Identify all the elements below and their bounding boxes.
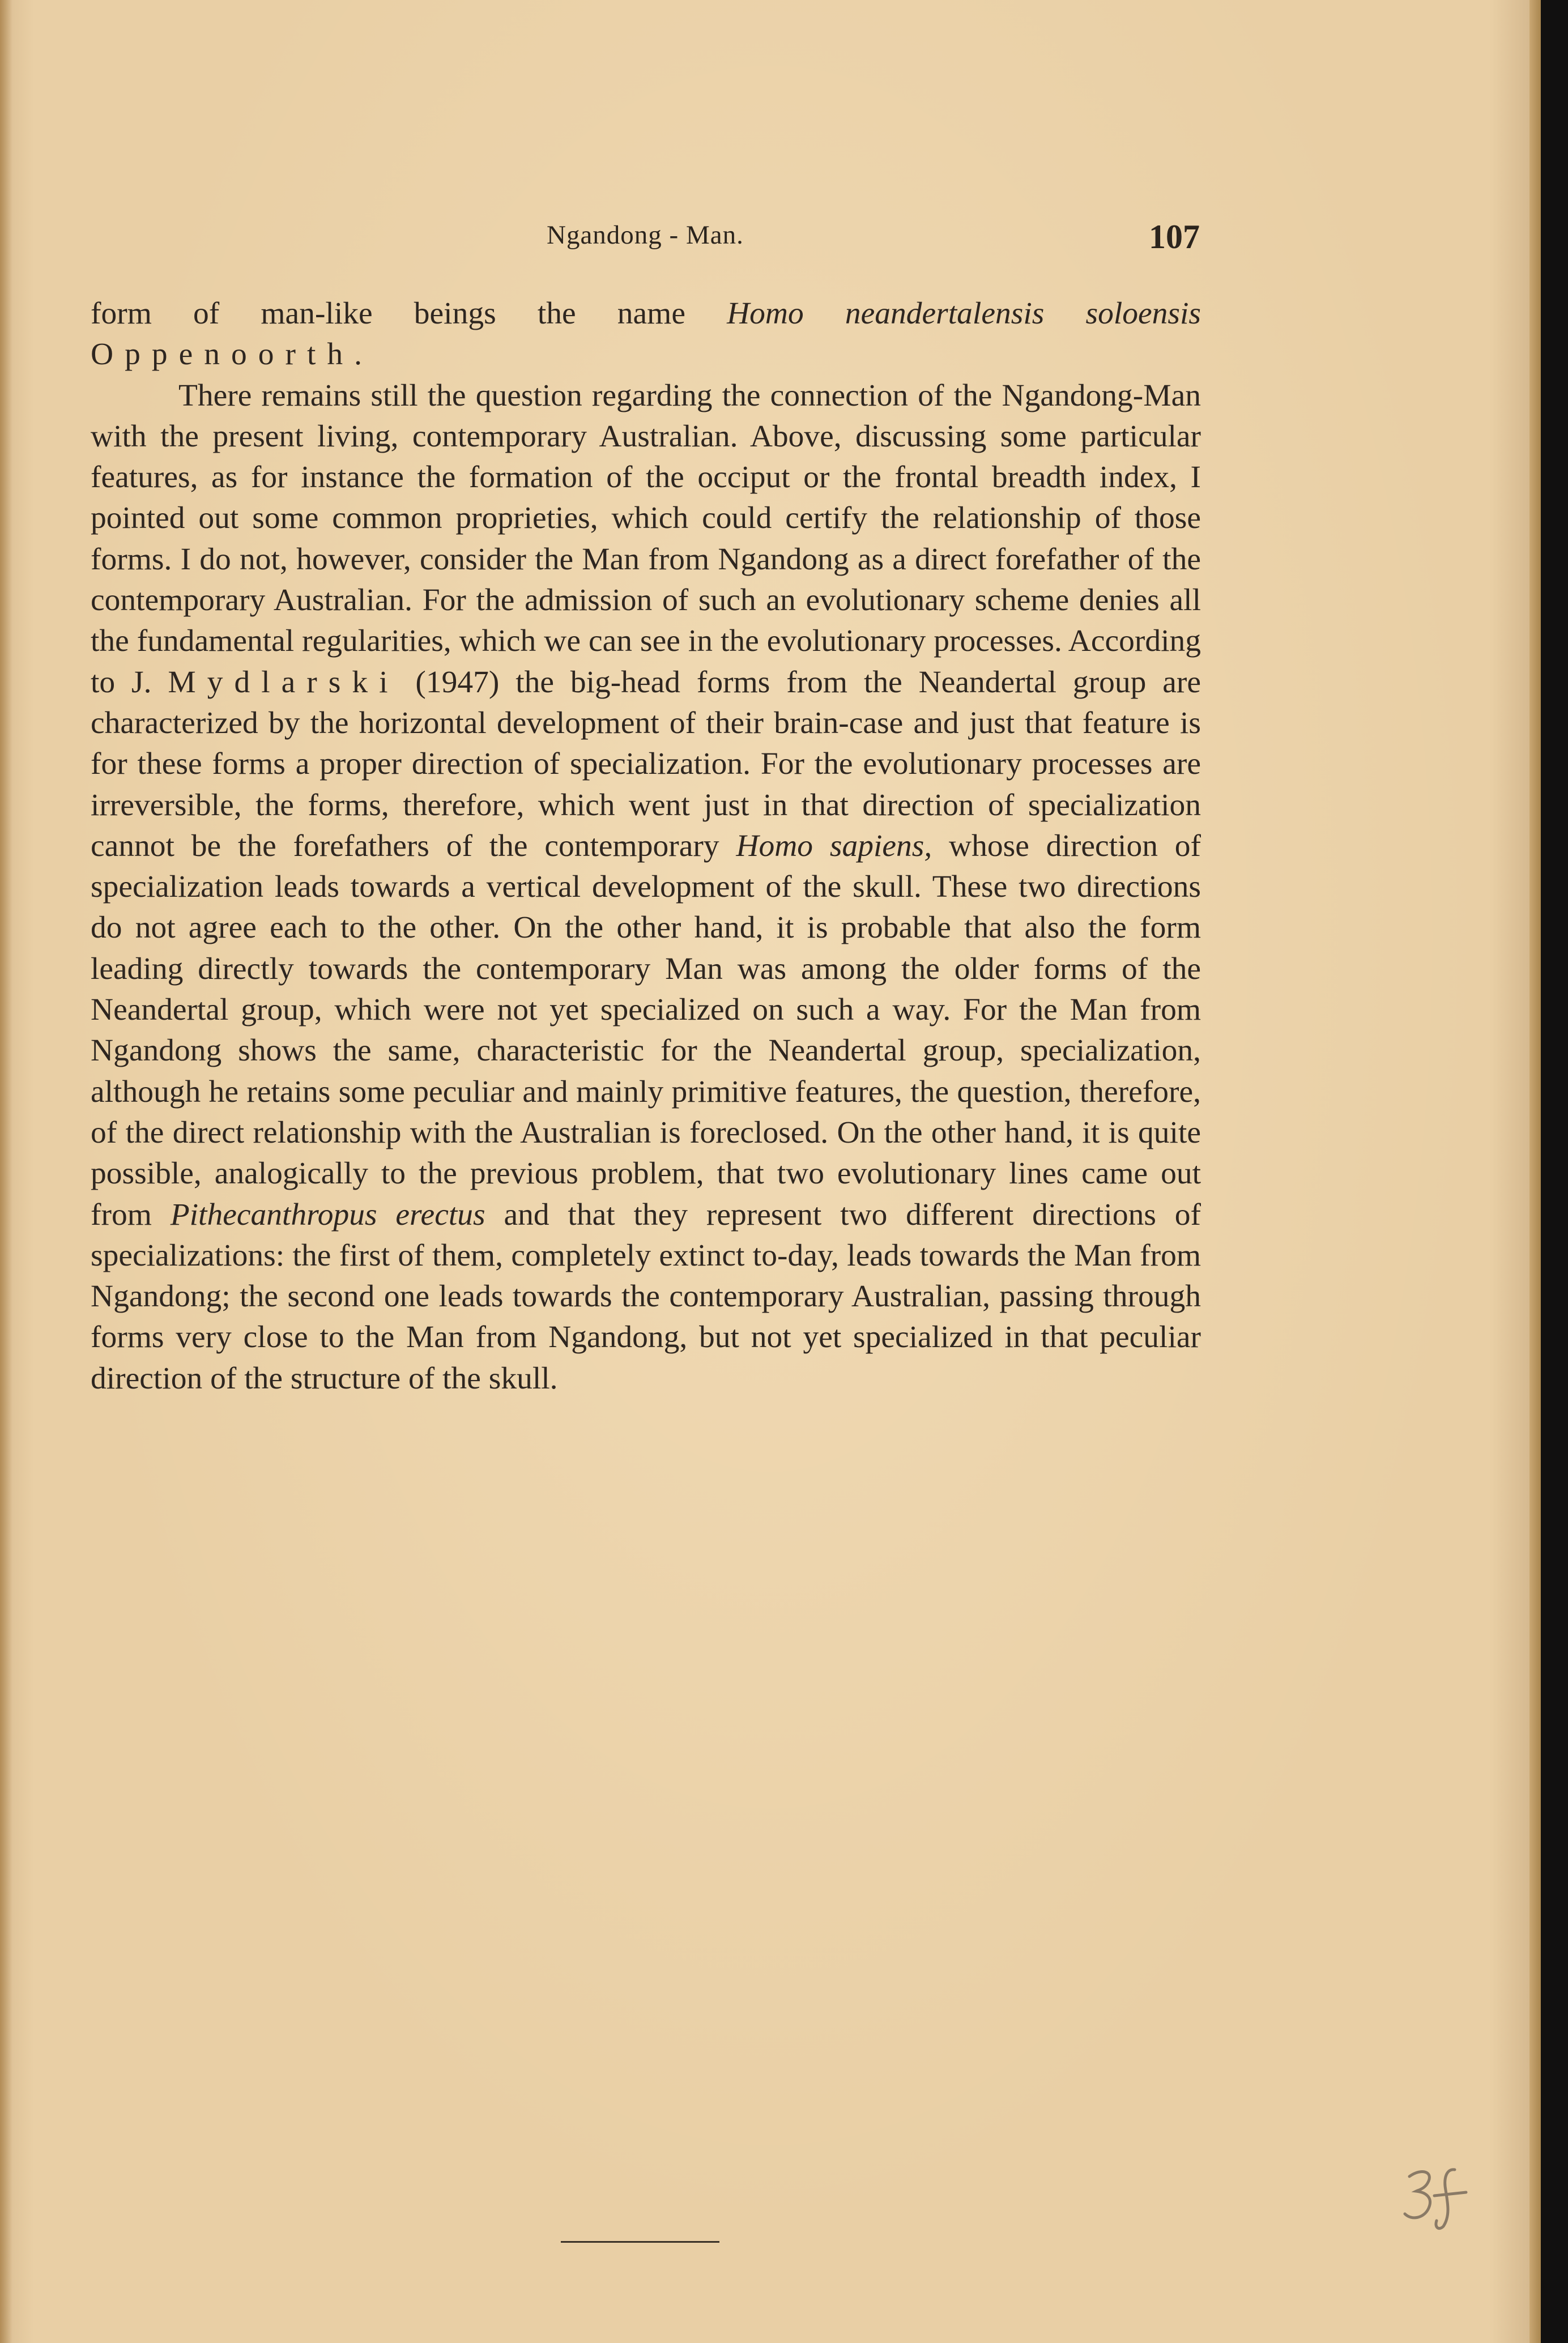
paragraph-2-italic-homo-sapiens: Homo sapiens, xyxy=(736,828,932,863)
pencil-note-mark xyxy=(1399,2164,1484,2232)
footer-rule xyxy=(561,2241,719,2243)
running-title: Ngandong - Man. xyxy=(547,220,744,250)
paragraph-2-text-2: (1947) the big-head forms from the Neandertal group are characterized by the horizontal development of their brain-case and just that feature is for these forms a proper direction of specialization. For the evolutionary processes are irreversible, the forms, therefore, which went just in that direction of specialization cannot be the forefathers of the contemporary xyxy=(91,664,1201,863)
paragraph-2-text-4: and that they represent two different directions of specializations: the first of them, completely extinct to-day, leads towards the Man from Ngandong; the second one leads towards the contemporary Australian, passing through forms very close to the Man from Ngandong, but not yet specialized in that peculiar direction of the structure of the skull. xyxy=(91,1197,1201,1396)
paragraph-1 xyxy=(91,293,1201,376)
paragraph-1-text-1: form of man-like beings the name xyxy=(91,296,727,331)
body-text xyxy=(91,293,1201,1399)
background-edge xyxy=(1541,0,1568,2343)
paragraph-2-text-1: There remains still the question regarding the connection of the Ngandong-Man with the present living, contemporary Australian. Above, discussing some particular features, as for instance the formation of the occiput or the frontal breadth index, I pointed out some common proprieties, which could certify the relationship of those forms. I do not, however, consider the Man from Ngandong as a direct forefather of the contemporary Australian. For the admission of such an evolutionary scheme denies all the fundamental regularities, which we can see in the evolutionary processes. According to J. xyxy=(91,378,1201,700)
paragraph-2-italic-pithecanthropus: Pithecanthropus erectus xyxy=(170,1197,485,1232)
paragraph-2 xyxy=(91,376,1201,1399)
paragraph-2-text-3: whose direction of specialization leads towards a vertical development of the skull. These two directions do not agree each to the other. On the other hand, it is probable that also the form leading directly towards the contemporary Man was among the older forms of the Neandertal group, which were not yet specialized on such a way. For the Man from Ngandong shows the same, characteristic for the Neandertal group, specialization, although he retains some peculiar and mainly primitive features, the question, therefore, of the direct relationship with the Australian is foreclosed. On the other hand, it is quite possible, analogically to the previous problem, that two evolutionary lines came out from xyxy=(91,828,1201,1232)
gutter-shadow xyxy=(0,0,12,2343)
page-number: 107 xyxy=(1149,218,1200,255)
paragraph-1-italic-species: Homo neandertalensis soloensis xyxy=(727,296,1201,331)
page-edge xyxy=(1529,0,1541,2343)
paragraph-2-author: Mydlarski xyxy=(168,664,399,700)
running-head xyxy=(0,220,1541,265)
paragraph-1-text-3: . xyxy=(354,337,362,372)
paragraph-1-author: Oppenoorth xyxy=(91,337,355,372)
